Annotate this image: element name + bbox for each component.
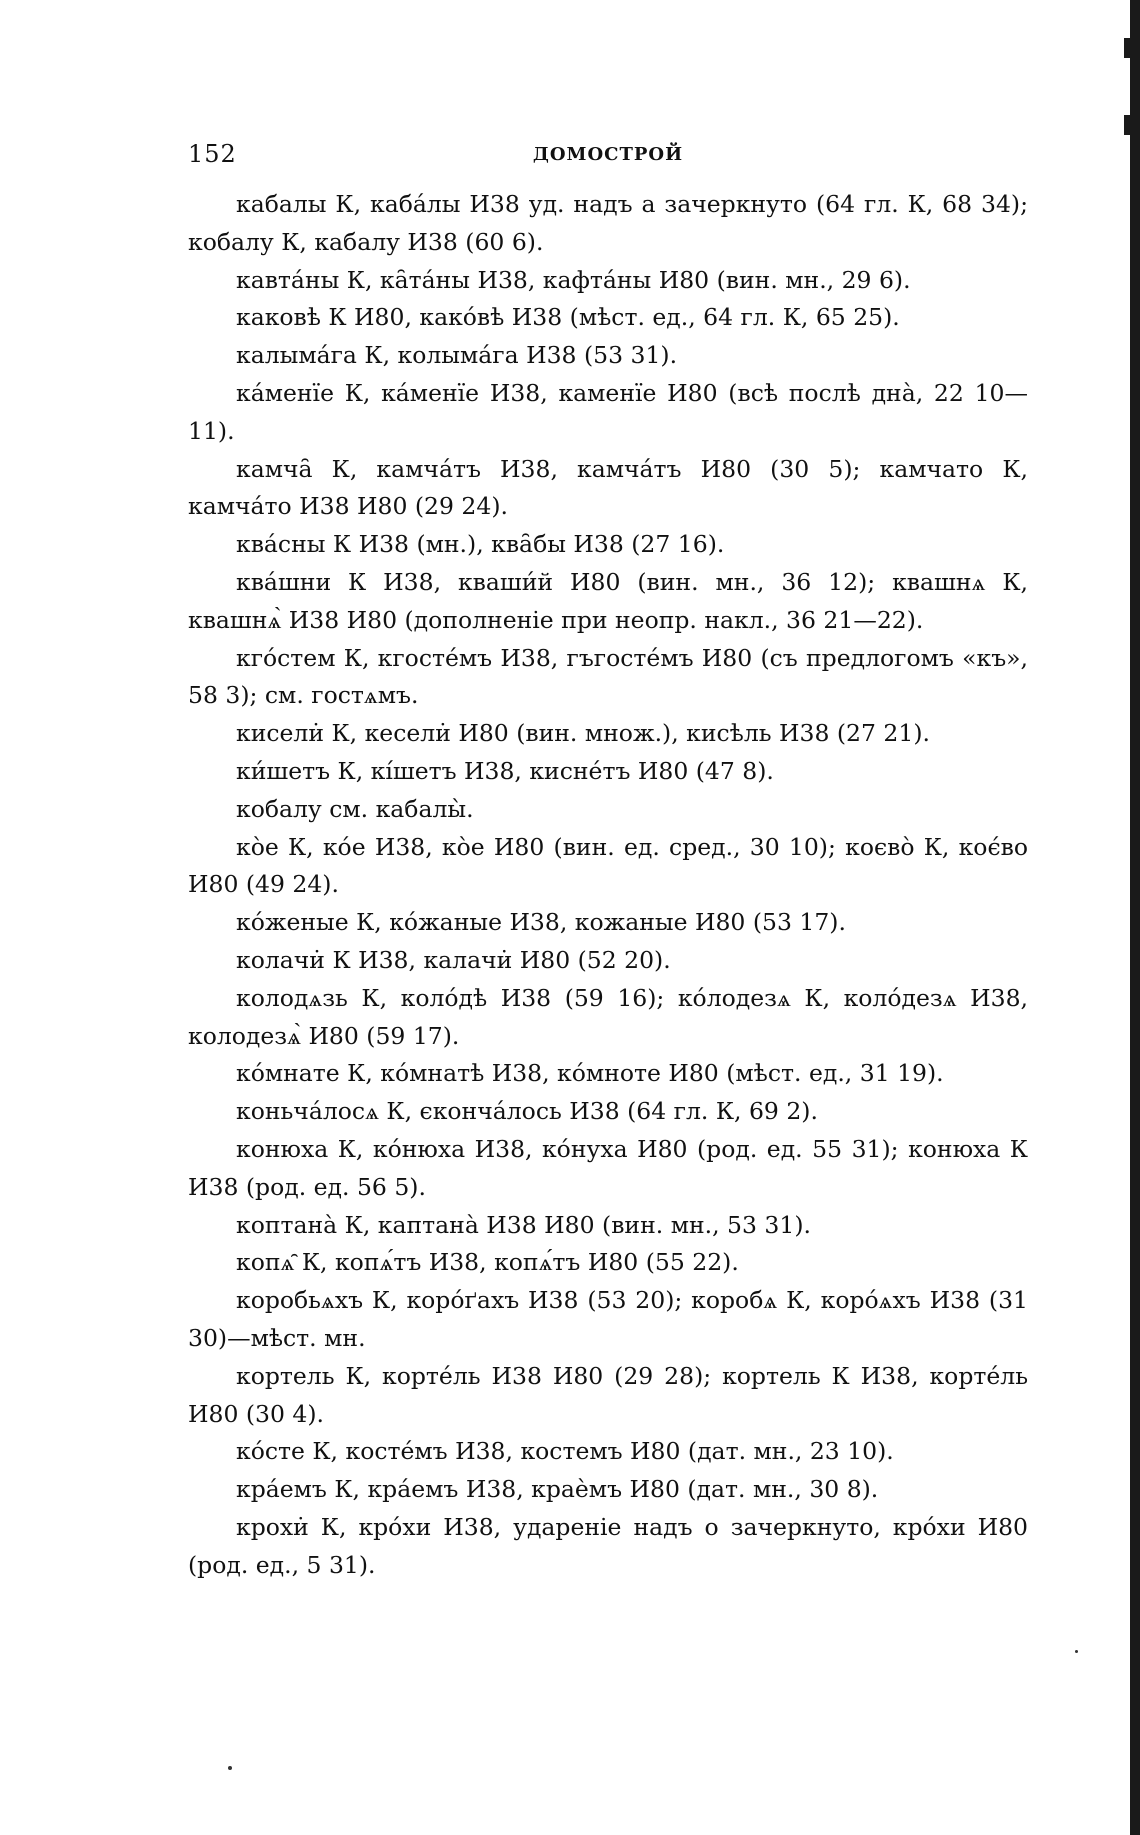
entry-kgostem: кгóстем К, кгосте́мъ И38, гъгосте́мъ И80 (съ предлогомъ «къ», 58 3); см. гостѧмъ. [188, 643, 1028, 710]
entry-kozhenye: ко́женые К, ко́жаные И38, кожаные И80 (53 17). [236, 908, 846, 937]
entry-konchalosya: коньча́лосѧ К, єконча́лось И38 (64 гл. К, 69 2). [236, 1097, 818, 1126]
entry-krokhi: крохи̇ К, кро́хи И38, удареніе надъ о зачеркнуто, кро́хи И80 (род. ед., 5 31). [188, 1512, 1028, 1579]
entry-kvashni: ква́шни К И38, кваши́й И80 (вин. мн., 36 12); квашнѧ К, квашнѧ̀ И38 И80 (дополненіе при неопр. накл., 36 21—22). [188, 567, 1028, 634]
print-speck [1075, 1650, 1078, 1653]
entry-kopya: копѧ̑ К, копѧ́тъ И38, копѧ́тъ И80 (55 22). [236, 1248, 739, 1277]
entry-koste: ко́сте К, косте́мъ И38, костемъ И80 (дат. мн., 23 10). [236, 1437, 894, 1466]
entry-kakove: каковѣ К И80, како́вѣ И38 (мѣст. ед., 64 гл. К, 65 25). [236, 303, 900, 332]
entry-kortel: кортель К, корте́ль И38 И80 (29 28); кортель К И38, корте́ль И80 (30 4). [188, 1361, 1028, 1428]
page-number: 152 [188, 140, 237, 168]
entry-kiseli: кисели̇ К, кесели̇ И80 (вин. множ.), кисѣль И38 (27 21). [236, 719, 930, 748]
entry-kvasny: ква́сны К И38 (мн.), ква̑бы И38 (27 16). [236, 530, 725, 559]
running-title: ДОМОСТРОЙ [532, 144, 684, 165]
entry-kamenie: ка́менїе К, ка́менїе И38, каменїе И80 (всѣ послѣ дна̀, 22 10—11). [188, 378, 1028, 445]
entry-kamcha: камча̑ К, камча́тъ И38, камча́тъ И80 (30 5); камчато К, камча́то И38 И80 (29 24). [188, 454, 1028, 521]
entry-kabaly: кабалы К, каба́лы И38 уд. надъ а зачеркнуто (64 гл. К, 68 34); кобалу К, кабалу И38 (60 6). [188, 190, 1028, 256]
entry-korobyakh: коробьѧхъ К, коро́ґахъ И38 (53 20); коробѧ К, коро́ѧхъ И38 (31 30)—мѣст. мн. [188, 1286, 1028, 1352]
print-speck [228, 1766, 232, 1770]
entry-kobalu: кобалу см. кабалы̀. [236, 794, 474, 823]
entry-komnate: ко́мнате К, ко́мнатѣ И38, ко́мноте И80 (мѣст. ед., 31 19). [236, 1059, 944, 1088]
page-edge-scan-border [1130, 0, 1140, 1835]
dictionary-entries [188, 186, 1028, 1584]
page-header [188, 140, 1028, 172]
entry-kolodyaz: колодѧзь К, коло́дѣ И38 (59 16); ко́лодезѧ К, коло́дезѧ И38, колодезѧ̀ И80 (59 17). [188, 983, 1028, 1050]
entry-kraem: кра́емъ К, кра́емъ И38, краѐмъ И80 (дат. мн., 30 8). [236, 1475, 879, 1504]
entry-kavtany: кавта́ны К, ка̑та́ны И38, кафта́ны И80 (вин. мн., 29 6). [236, 265, 911, 294]
page-edge-mark [1124, 38, 1130, 58]
entry-konyukha: конюха К, ко́нюха И38, ко́нуха И80 (род. ед. 55 31); конюха К И38 (род. ед. 56 5). [188, 1134, 1028, 1201]
page-edge-mark [1124, 115, 1130, 135]
entry-koptana: коптана̀ К, каптана̀ И38 И80 (вин. мн., 53 31). [236, 1210, 811, 1239]
entry-kishet: ки́шетъ К, кі́шетъ И38, кисне́тъ И80 (47 8). [236, 756, 774, 785]
entry-koe: ко̀е К, ко́е И38, ко̀е И80 (вин. ед. сред., 30 10); коєво̀ К, коє́во И80 (49 24). [188, 832, 1028, 899]
entry-kolachi: колачи̇ К И38, калачи̇ И80 (52 20). [236, 945, 671, 974]
entry-kalymaga: калыма́га К, колыма́га И38 (53 31). [236, 341, 678, 370]
